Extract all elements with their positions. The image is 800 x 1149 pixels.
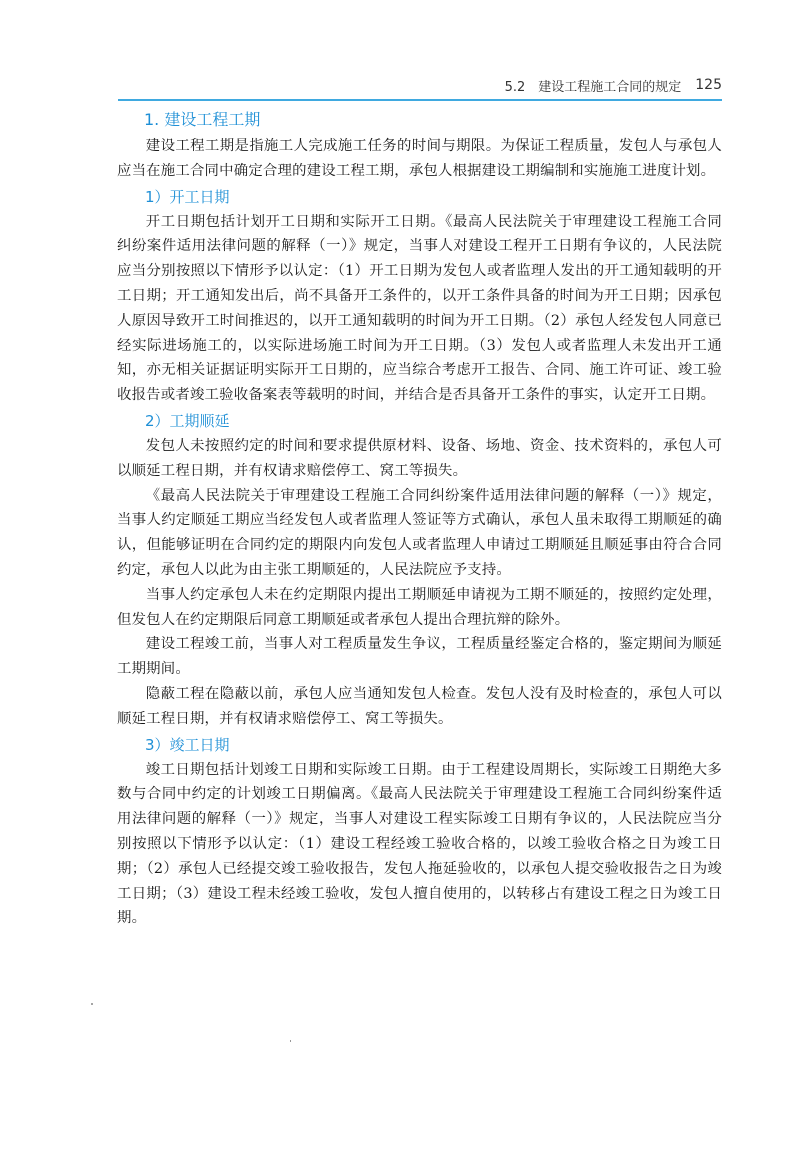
subsection-heading-extension: 2）工期顺延: [145, 411, 230, 430]
section-heading: 1. 建设工程工期: [144, 110, 261, 129]
running-header: [118, 74, 722, 96]
header-rule: [118, 99, 722, 101]
subsection-heading-completion-date: 3）竣工日期: [145, 735, 230, 754]
scan-speck: [290, 1040, 291, 1042]
section-intro: 建设工程工期是指施工人完成施工任务的时间与期限。为保证工程质量，发包人与承包人应当在施工合同中确定合理的建设工程工期，承包人根据建设工期编制和实施施工进度计划。: [117, 138, 722, 179]
paragraph-extension-1: 发包人未按照约定的时间和要求提供原材料、设备、场地、资金、技术资料的，承包人可以顺延工程日期，并有权请求赔偿停工、窝工等损失。: [117, 437, 722, 479]
paragraph-extension-5: 隐蔽工程在隐蔽以前，承包人应当通知发包人检查。发包人没有及时检查的，承包人可以顺延工程日期，并有权请求赔偿停工、窝工等损失。: [117, 685, 722, 727]
paragraph-completion-date: 竣工日期包括计划竣工日期和实际竣工日期。由于工程建设周期长，实际竣工日期绝大多数与合同中约定的计划竣工日期偏离。《最高人民法院关于审理建设工程施工合同纠纷案件适用法律问题的解释（一）》规定，当事人对建设工程实际竣工日期有争议的，人民法院应当分别按照以下情形予以认定：（1）建设工程经竣工验收合格的，以竣工验收合格之日为竣工日期；（2）承包人已经提交竣工验收报告，发包人拖延验收的，以承包人提交验收报告之日为竣工日期；（3）建设工程未经竣工验收，发包人擅自使用的，以转移占有建设工程之日为竣工日期。: [117, 761, 722, 927]
paragraph-extension-4: 建设工程竣工前，当事人对工程质量发生争议，工程质量经鉴定合格的，鉴定期间为顺延工期期间。: [117, 636, 722, 678]
paragraph-extension-3: 当事人约定承包人未在约定期限内提出工期顺延申请视为工期不顺延的，按照约定处理，但发包人在约定期限后同意工期顺延或者承包人提出合理抗辩的除外。: [117, 586, 722, 628]
page-body: [117, 106, 722, 931]
paragraph-start-date: 开工日期包括计划开工日期和实际开工日期。《最高人民法院关于审理建设工程施工合同纠纷案件适用法律问题的解释（一）》规定，当事人对建设工程开工日期有争议的，人民法院应当分别按照以下情形予以认定：（1）开工日期为发包人或者监理人发出的开工通知载明的开工日期；开工通知发出后，尚不具备开工条件的，以开工条件具备的时间为开工日期；因承包人原因导致开工时间推迟的，以开工通知载明的时间为开工日期。（2）承包人经发包人同意已经实际进场施工的，以实际进场施工时间为开工日期。（3）发包人或者监理人未发出开工通知，亦无相关证据证明实际开工日期的，应当综合考虑开工报告、合同、施工许可证、竣工验收报告或者竣工验收备案表等载明的时间，并结合是否具备开工条件的事实，认定开工日期。: [117, 213, 722, 404]
paragraph-extension-2: 《最高人民法院关于审理建设工程施工合同纠纷案件适用法律问题的解释（一）》规定，当事人约定顺延工期应当经发包人或者监理人签证等方式确认，承包人虽未取得工期顺延的确认，但能够证明在合同约定的期限内向发包人或者监理人申请过工期顺延且顺延事由符合合同约定，承包人以此为由主张工期顺延的，人民法院应予支持。: [117, 487, 722, 578]
page-number: 125: [695, 77, 722, 93]
subsection-heading-start-date: 1）开工日期: [145, 187, 230, 206]
scan-speck: [91, 1003, 93, 1005]
header-section-title: 5.2 建设工程施工合同的规定: [504, 79, 682, 95]
